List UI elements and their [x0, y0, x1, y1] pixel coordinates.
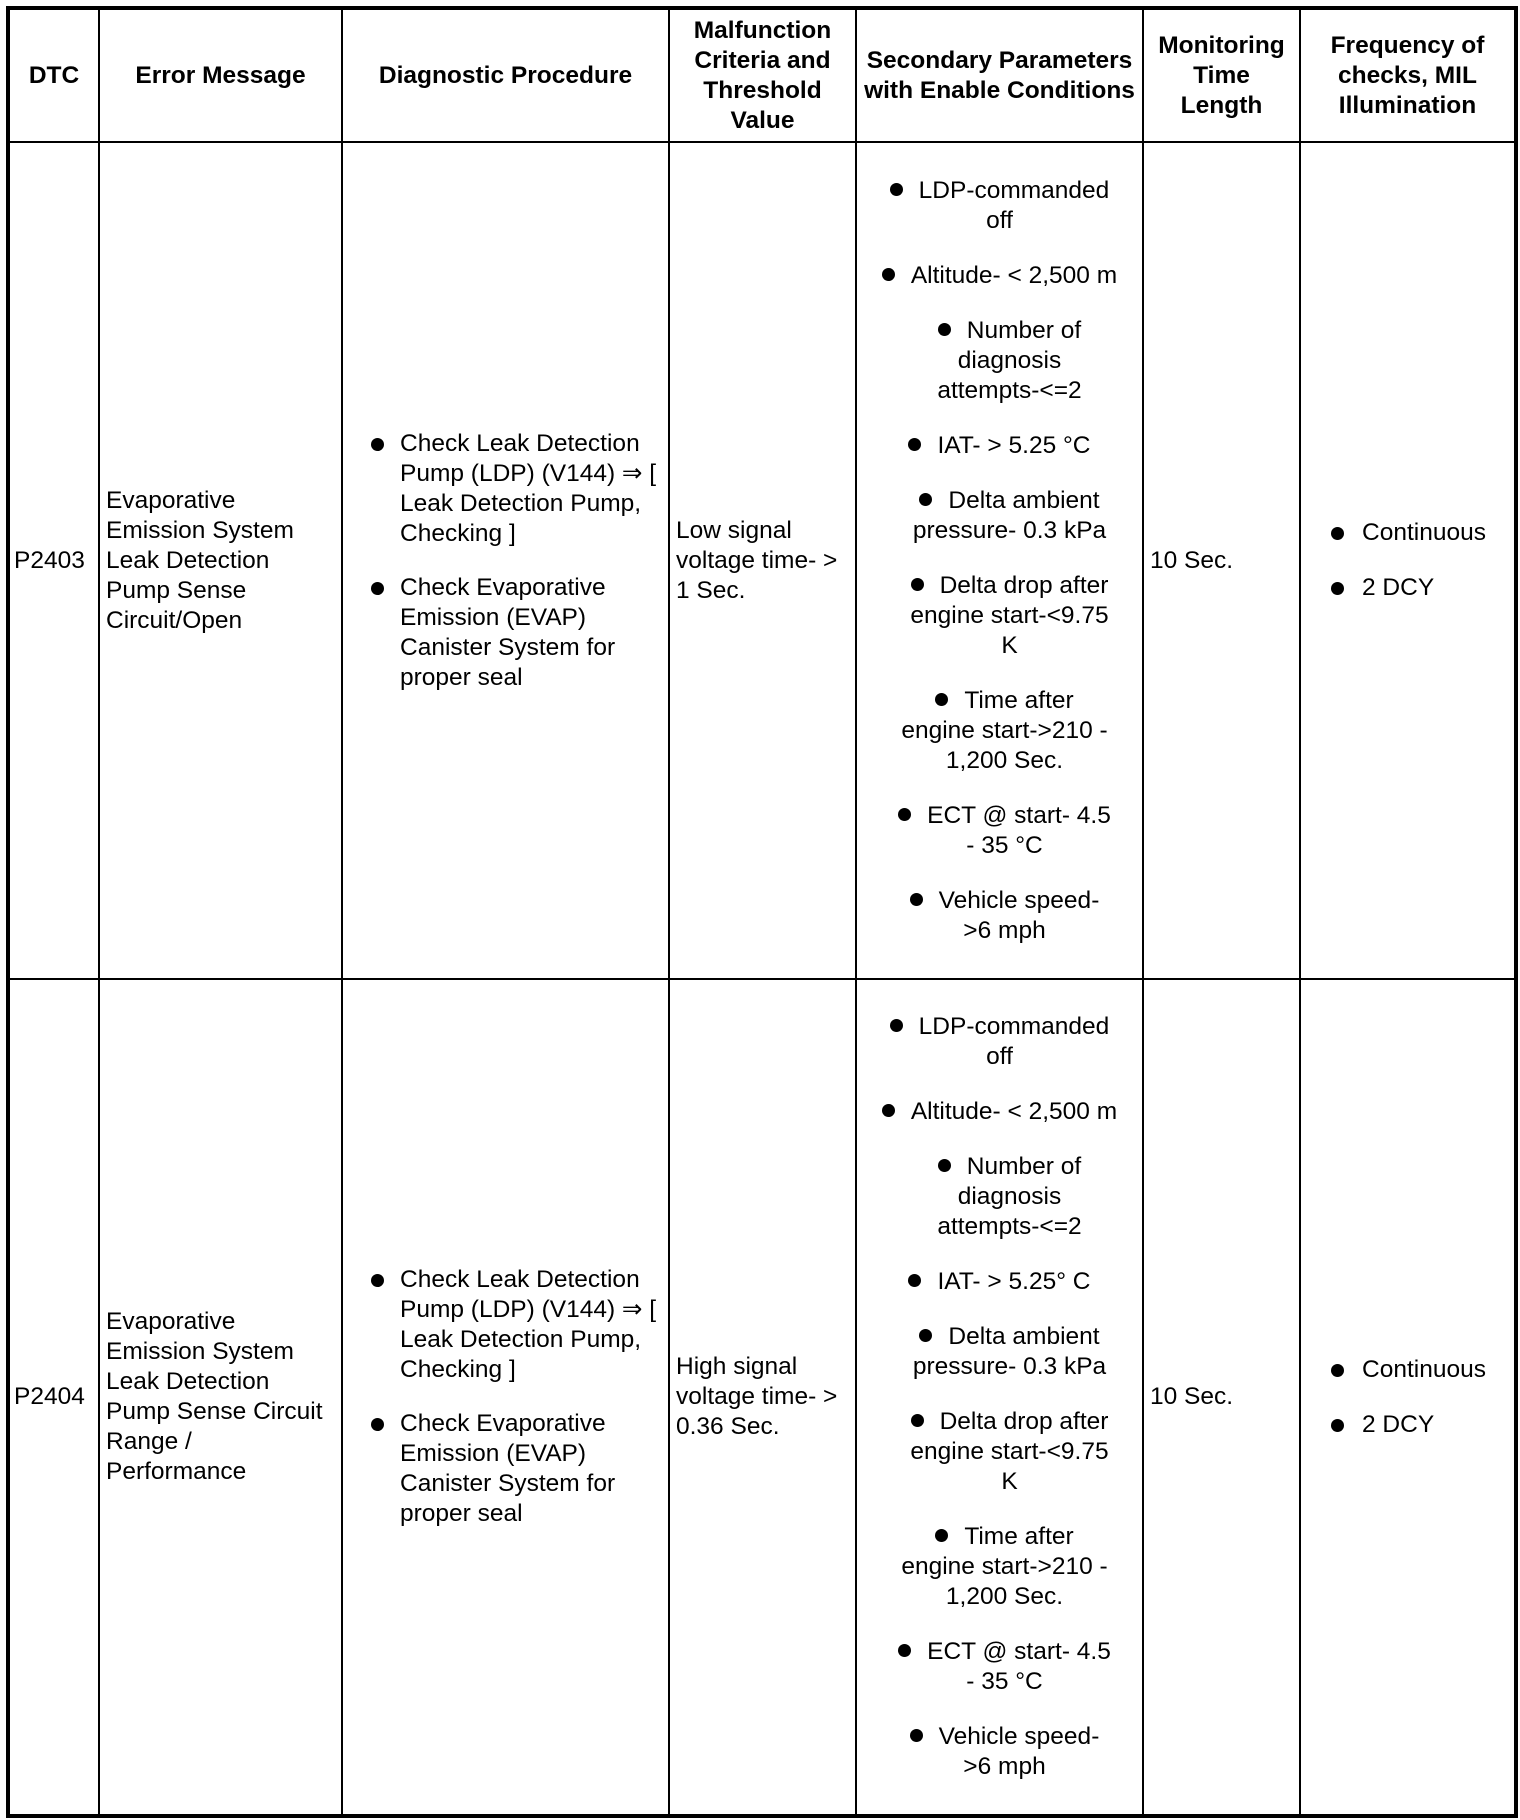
bullet-icon: [908, 438, 921, 451]
dtc-table: [6, 6, 1518, 1818]
malfunction-criteria: Low signal voltage time- > 1 Sec.: [669, 142, 856, 979]
parameter-text: Vehicle speed->6 mph: [938, 886, 1100, 944]
frequency-item: Continuous: [1307, 518, 1508, 548]
bullet-icon: [919, 1329, 932, 1342]
table-row: [8, 979, 1516, 1816]
parameter-item: [879, 1097, 1120, 1127]
parameter-text: Altitude- < 2,500 m: [910, 261, 1118, 289]
bullet-icon: [882, 268, 895, 281]
parameter-item: [907, 1407, 1112, 1497]
parameter-item: [879, 1267, 1120, 1297]
parameter-text: ECT @ start- 4.5 - 35 °C: [927, 801, 1111, 859]
parameter-list: [867, 1012, 1132, 1782]
bullet-icon: [938, 323, 951, 336]
frequency-list: [1307, 518, 1508, 603]
parameter-text: Vehicle speed->6 mph: [938, 1723, 1100, 1780]
parameter-item: [897, 1722, 1112, 1782]
header-malfunction-criteria: Malfunction Criteria and Threshold Value: [669, 8, 856, 142]
parameter-item: [897, 1637, 1112, 1697]
bullet-icon: [911, 578, 924, 591]
parameter-text: LDP-commanded off: [918, 1013, 1110, 1070]
diagnostic-procedure: [342, 979, 669, 1816]
parameter-text: ECT @ start- 4.5 - 35 °C: [927, 1638, 1111, 1695]
parameter-text: Number of diagnosis attempts-<=2: [937, 1153, 1082, 1240]
procedure-list: [349, 429, 662, 693]
bullet-icon: [898, 1644, 911, 1657]
parameter-item: [879, 1012, 1120, 1072]
procedure-item: Check Evaporative Emission (EVAP) Canister System for proper seal: [349, 1409, 662, 1529]
malfunction-criteria: High signal voltage time- > 0.36 Sec.: [669, 979, 856, 1816]
bullet-icon: [882, 1104, 895, 1117]
parameter-item: [907, 571, 1112, 661]
parameter-text: IAT- > 5.25 °C: [937, 431, 1091, 459]
bullet-icon: [890, 183, 903, 196]
parameter-text: Number of diagnosis attempts-<=2: [937, 316, 1082, 404]
bullet-icon: [908, 1274, 921, 1287]
bullet-icon: [911, 1414, 924, 1427]
parameter-item: [879, 431, 1120, 461]
header-error-message: Error Message: [99, 8, 342, 142]
bullet-icon: [935, 693, 948, 706]
monitoring-time: 10 Sec.: [1143, 979, 1300, 1816]
parameter-item: [897, 801, 1112, 861]
bullet-icon: [890, 1019, 903, 1032]
dtc-code: P2404: [8, 979, 99, 1816]
parameter-item: [879, 176, 1120, 236]
parameter-text: Time after engine start->210 - 1,200 Sec.: [901, 1523, 1108, 1610]
monitoring-time: 10 Sec.: [1143, 142, 1300, 979]
header-frequency: Frequency of checks, MIL Illumination: [1300, 8, 1516, 142]
bullet-icon: [910, 893, 923, 906]
secondary-parameters: [856, 979, 1143, 1816]
parameter-item: [897, 1522, 1112, 1612]
frequency-item: 2 DCY: [1307, 1410, 1508, 1440]
parameter-item: [897, 886, 1112, 946]
parameter-text: LDP-commanded off: [918, 176, 1110, 234]
frequency-item: Continuous: [1307, 1355, 1508, 1385]
parameter-text: Delta ambient pressure- 0.3 kPa: [912, 486, 1107, 544]
frequency: [1300, 979, 1516, 1816]
procedure-item: Check Evaporative Emission (EVAP) Canister System for proper seal: [349, 573, 662, 693]
header-secondary-parameters: Secondary Parameters with Enable Conditions: [856, 8, 1143, 142]
parameter-item: [927, 316, 1092, 406]
parameter-text: Time after engine start->210 - 1,200 Sec.: [901, 686, 1108, 774]
bullet-icon: [919, 493, 932, 506]
error-message: Evaporative Emission System Leak Detection Pump Sense Circuit Range / Performance: [99, 979, 342, 1816]
bullet-icon: [898, 808, 911, 821]
parameter-item: [907, 1322, 1112, 1382]
header-diagnostic-procedure: Diagnostic Procedure: [342, 8, 669, 142]
procedure-item: Check Leak Detection Pump (LDP) (V144) ⇒ [ Leak Detection Pump, Checking ]: [349, 1265, 662, 1385]
procedure-item: Check Leak Detection Pump (LDP) (V144) ⇒ [ Leak Detection Pump, Checking ]: [349, 429, 662, 549]
dtc-code: P2403: [8, 142, 99, 979]
diagnostic-procedure: [342, 142, 669, 979]
parameter-text: Altitude- < 2,500 m: [910, 1098, 1118, 1125]
frequency-item: 2 DCY: [1307, 573, 1508, 603]
parameter-list: [867, 176, 1132, 946]
parameter-text: IAT- > 5.25° C: [937, 1268, 1091, 1295]
parameter-text: Delta ambient pressure- 0.3 kPa: [912, 1323, 1107, 1380]
parameter-item: [879, 261, 1120, 291]
error-message: Evaporative Emission System Leak Detection Pump Sense Circuit/Open: [99, 142, 342, 979]
parameter-item: [927, 1152, 1092, 1242]
header-dtc: DTC: [8, 8, 99, 142]
secondary-parameters: [856, 142, 1143, 979]
parameter-item: [907, 486, 1112, 546]
bullet-icon: [938, 1159, 951, 1172]
header-row: [8, 8, 1516, 142]
parameter-item: [897, 686, 1112, 776]
frequency: [1300, 142, 1516, 979]
parameter-text: Delta drop after engine start-<9.75 K: [910, 571, 1109, 659]
bullet-icon: [935, 1529, 948, 1542]
procedure-list: [349, 1265, 662, 1529]
frequency-list: [1307, 1355, 1508, 1440]
bullet-icon: [910, 1729, 923, 1742]
parameter-text: Delta drop after engine start-<9.75 K: [910, 1408, 1109, 1495]
header-monitoring-time: Monitoring Time Length: [1143, 8, 1300, 142]
table-row: [8, 142, 1516, 979]
